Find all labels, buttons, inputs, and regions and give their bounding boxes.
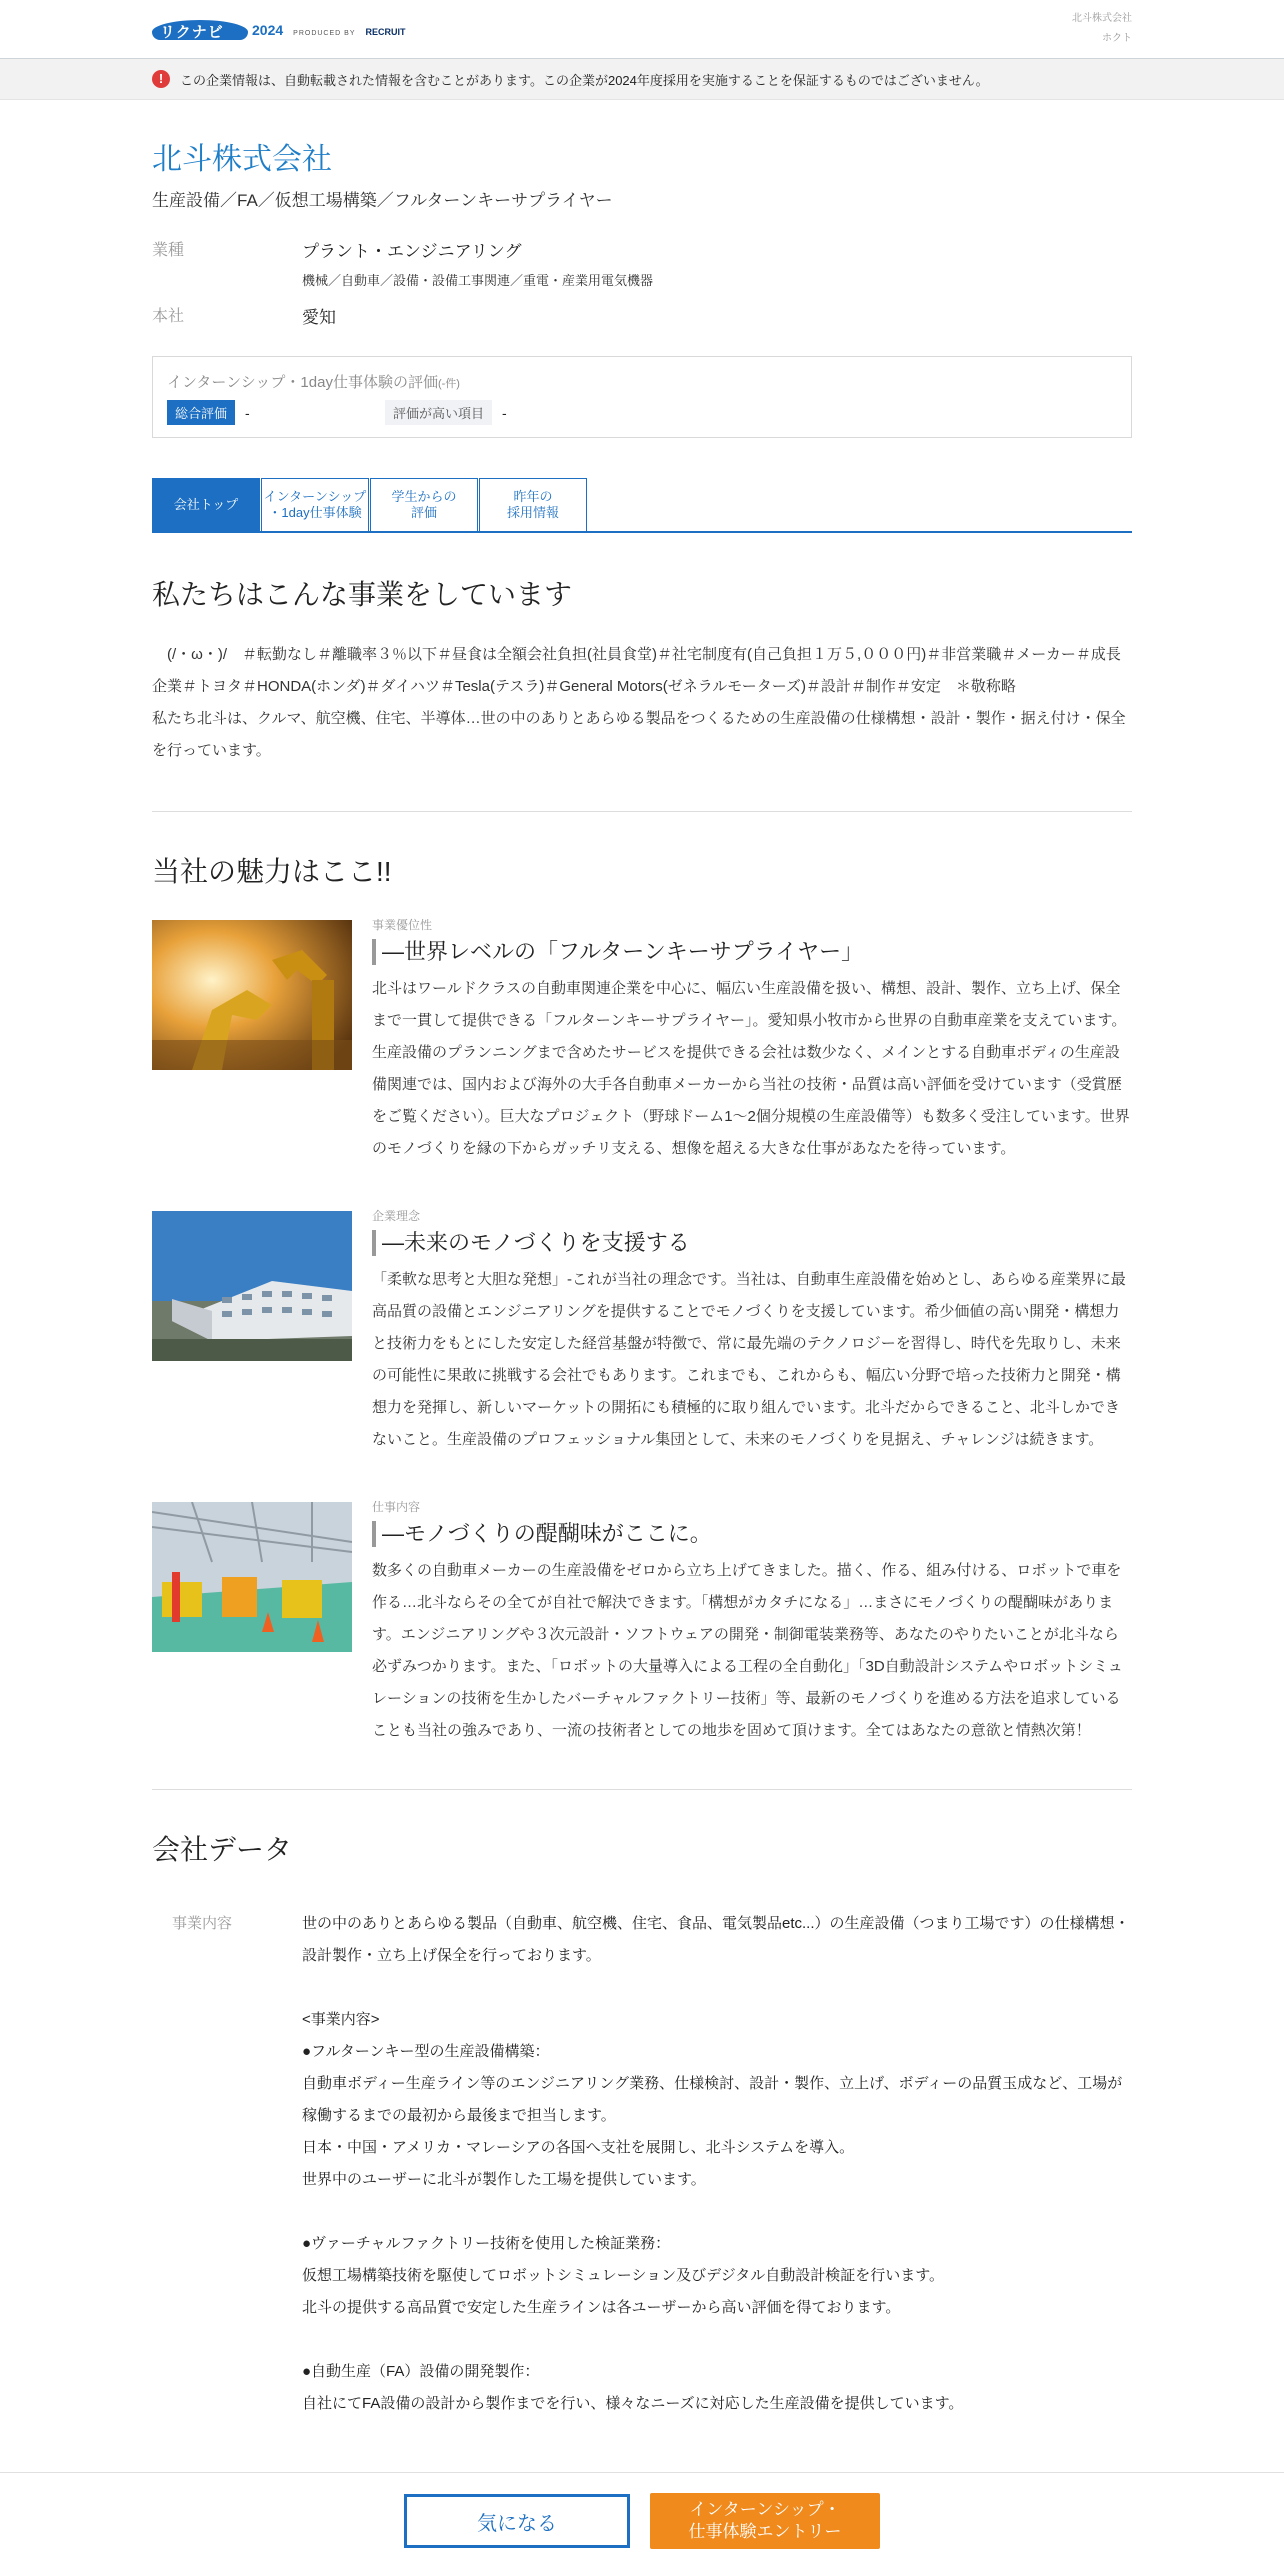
rating-title bbox=[167, 371, 1117, 392]
tab-last-year-recruit[interactable]: 昨年の 採用情報 bbox=[479, 478, 587, 531]
business-text-1: (/・ω・)/ ＃転勤なし＃離職率３％以下＃昼食は全額会社負担(社員食堂)＃社宅制度有(自己負担１万５,０００円)＃非営業職＃メーカー＃成長企業＃トヨタ＃HONDA(ホンダ)＃ダイハツ＃Tesla(テスラ)＃General Motors(ゼネラルモーターズ)＃設計＃制作＃安定 ＊敬称略 bbox=[152, 646, 1121, 695]
high-rating-value: - bbox=[502, 404, 507, 421]
notice-text: この企業情報は、自動転載された情報を含むことがあります。この企業が2024年度採用を実施することを保証するものではございません。 bbox=[180, 72, 989, 88]
industry-value: プラント・エンジニアリング bbox=[302, 242, 522, 261]
tab-internship[interactable]: インターンシップ ・1day仕事体験 bbox=[261, 478, 369, 531]
alert-icon: ! bbox=[152, 70, 170, 88]
industry-row bbox=[152, 237, 1132, 289]
appeal-title: ―モノづくりの醍醐味がここに。 bbox=[372, 1521, 1132, 1547]
company-link[interactable]: 北斗株式会社 bbox=[1072, 13, 1132, 24]
header-links bbox=[1072, 9, 1132, 49]
produced-by: PRODUCED BY bbox=[293, 30, 356, 37]
company-kana[interactable]: ホクト bbox=[1102, 33, 1132, 44]
notice-bar bbox=[0, 59, 1284, 100]
business-content-row bbox=[152, 1908, 1132, 2420]
industry-sub: 機械／自動車／設備・設備工事関連／重電・産業用電気機器 bbox=[302, 273, 654, 288]
business-heading: 私たちはこんな事業をしています bbox=[152, 579, 573, 610]
appeal-item bbox=[152, 916, 1132, 1165]
company-tagline: 生産設備／FA／仮想工場構築／フルターンキーサプライヤー bbox=[152, 191, 613, 210]
high-rating-badge: 評価が高い項目 bbox=[385, 400, 492, 425]
internship-entry-button[interactable] bbox=[650, 2493, 880, 2549]
recruit-logo: RECRUIT bbox=[365, 27, 406, 37]
hq-value: 愛知 bbox=[302, 308, 336, 327]
rating-count: (-件) bbox=[437, 378, 460, 390]
appeal-text: 北斗はワールドクラスの自動車関連企業を中心に、幅広い生産設備を扱い、構想、設計、製作、立ち上げ、保全まで一貫して提供できる「フルターンキーサプライヤー」。愛知県小牧市から世界の自動車産業を支えています。生産設備のプランニングまで含めたサービスを提供できる会社は数少なく、メインとする自動車ボディの生産設備関連では、国内および海外の大手各自動車メーカーから当社の技術・品質は高い評価を受けています（受賞歴をご覧ください）。巨大なプロジェクト（野球ドーム1～2個分規模の生産設備等）も数多く受注しています。世界のモノづくりを縁の下からガッチリ支える、想像を超える大きな仕事があなたを待っています。 bbox=[372, 980, 1130, 1157]
appeal-category: 事業優位性 bbox=[372, 918, 433, 932]
rikunabi-logo[interactable] bbox=[152, 18, 406, 40]
appeal-category: 企業理念 bbox=[372, 1209, 421, 1223]
logo-mark bbox=[152, 18, 248, 40]
rating-row bbox=[167, 400, 1117, 425]
rating-title-text: インターンシップ・1day仕事体験の評価 bbox=[167, 374, 438, 391]
production-line-image bbox=[152, 1502, 352, 1652]
company-name: 北斗株式会社 bbox=[152, 143, 332, 176]
divider bbox=[152, 811, 1132, 812]
appeal-title: ―世界レベルの「フルターンキーサプライヤー」 bbox=[372, 939, 1132, 965]
overall-rating-badge: 総合評価 bbox=[167, 400, 235, 425]
office-building-image bbox=[152, 1211, 352, 1361]
entry-label: インターンシップ・ 仕事体験エントリー bbox=[688, 2500, 842, 2541]
appeal-item bbox=[152, 1498, 1132, 1747]
like-button[interactable]: 気になる bbox=[404, 2494, 630, 2548]
appeal-item bbox=[152, 1207, 1132, 1456]
tab-student-reviews[interactable]: 学生からの 評価 bbox=[370, 478, 478, 531]
overall-rating-value: - bbox=[245, 404, 250, 421]
appeal-category: 仕事内容 bbox=[372, 1500, 421, 1514]
site-header bbox=[0, 0, 1284, 59]
business-content-label: 事業内容 bbox=[172, 1915, 233, 1932]
tab-bar bbox=[152, 478, 1132, 533]
appeal-heading: 当社の魅力はここ!! bbox=[152, 856, 392, 887]
robot-factory-image bbox=[152, 920, 352, 1070]
hq-label: 本社 bbox=[152, 308, 185, 325]
rating-box bbox=[152, 356, 1132, 438]
business-text-2: 私たち北斗は、クルマ、航空機、住宅、半導体…世の中のありとあらゆる製品をつくるための生産設備の仕様構想・設計・製作・据え付け・保全を行っています。 bbox=[152, 710, 1126, 759]
divider bbox=[152, 1789, 1132, 1790]
appeal-title: ―未来のモノづくりを支援する bbox=[372, 1230, 1132, 1256]
business-content-value: 世の中のありとあらゆる製品（自動車、航空機、住宅、食品、電気製品etc...）の生産設備（つまり工場です）の仕様構想・設計製作・立ち上げ保全を行っております。 <事業内容> ●フルターンキー型の生産設備構築： 自動車ボディー生産ライン等のエンジニアリング業務、仕様検討、設計・製作、立上げ、ボディーの品質玉成など、工場が稼働するまでの最初から最後まで担当します。 日本・中国・アメリカ・マレーシアの各国へ支社を展開し、北斗システムを導入。 世界中のユーザーに北斗が製作した工場を提供しています。 ●ヴァーチャルファクトリー技術を使用した検証業務： 仮想工場構築技術を駆使してロボットシミュレーション及びデジタル自動設計検証を行います。 北斗の提供する高品質で安定した生産ラインは各ユーザーから高い評価を得ております。 ●自動生産（FA）設備の開発製作： 自社にてFA設備の設計から製作までを行い、様々なニーズに対応した生産設備を提供しています。 bbox=[302, 1915, 1130, 2412]
logo-year: 2024 bbox=[252, 22, 284, 38]
bottom-action-bar bbox=[0, 2472, 1284, 2569]
appeal-text: 「柔軟な思考と大胆な発想」-これが当社の理念です。当社は、自動車生産設備を始めとし、あらゆる産業界に最高品質の設備とエンジニアリングを提供することでモノづくりを支援しています。希少価値の高い開発・構想力と技術力をもとにした安定した経営基盤が特徴で、常に最先端のテクノロジーを習得し、時代を先取りし、未来の可能性に果敢に挑戦する会社でもあります。これまでも、これからも、幅広い分野で培った技術力と開発・構想力を発揮し、新しいマーケットの開拓にも積極的に取り組んでいます。北斗だからできること、北斗しかできないこと。生産設備のプロフェッショナル集団として、未来のモノづくりを見据え、チャレンジは続きます。 bbox=[372, 1271, 1126, 1448]
appeal-text: 数多くの自動車メーカーの生産設備をゼロから立ち上げてきました。描く、作る、組み付ける、ロボットで車を作る…北斗ならその全てが自社で解決できます。「構想がカタチになる」…まさにモノづくりの醍醐味があります。エンジニアリングや３次元設計・ソフトウェアの開発・制御電装業務等、あなたのやりたいことが北斗なら必ずみつかります。また、「ロボットの大量導入による工程の全自動化」「3D自動設計システムやロボットシミュレーションの技術を生かしたバーチャルファクトリー技術」等、最新のモノづくりを進める方法を追求していることも当社の強みであり、一流の技術者としての地歩を固めて頂けます。全てはあなたの意欲と情熱次第！ bbox=[372, 1562, 1123, 1739]
industry-label: 業種 bbox=[152, 242, 185, 259]
tab-company-top[interactable]: 会社トップ bbox=[152, 478, 260, 531]
logo-text: リクナビ bbox=[160, 24, 224, 41]
hq-row bbox=[152, 303, 1132, 328]
company-data-heading: 会社データ bbox=[152, 1834, 293, 1865]
